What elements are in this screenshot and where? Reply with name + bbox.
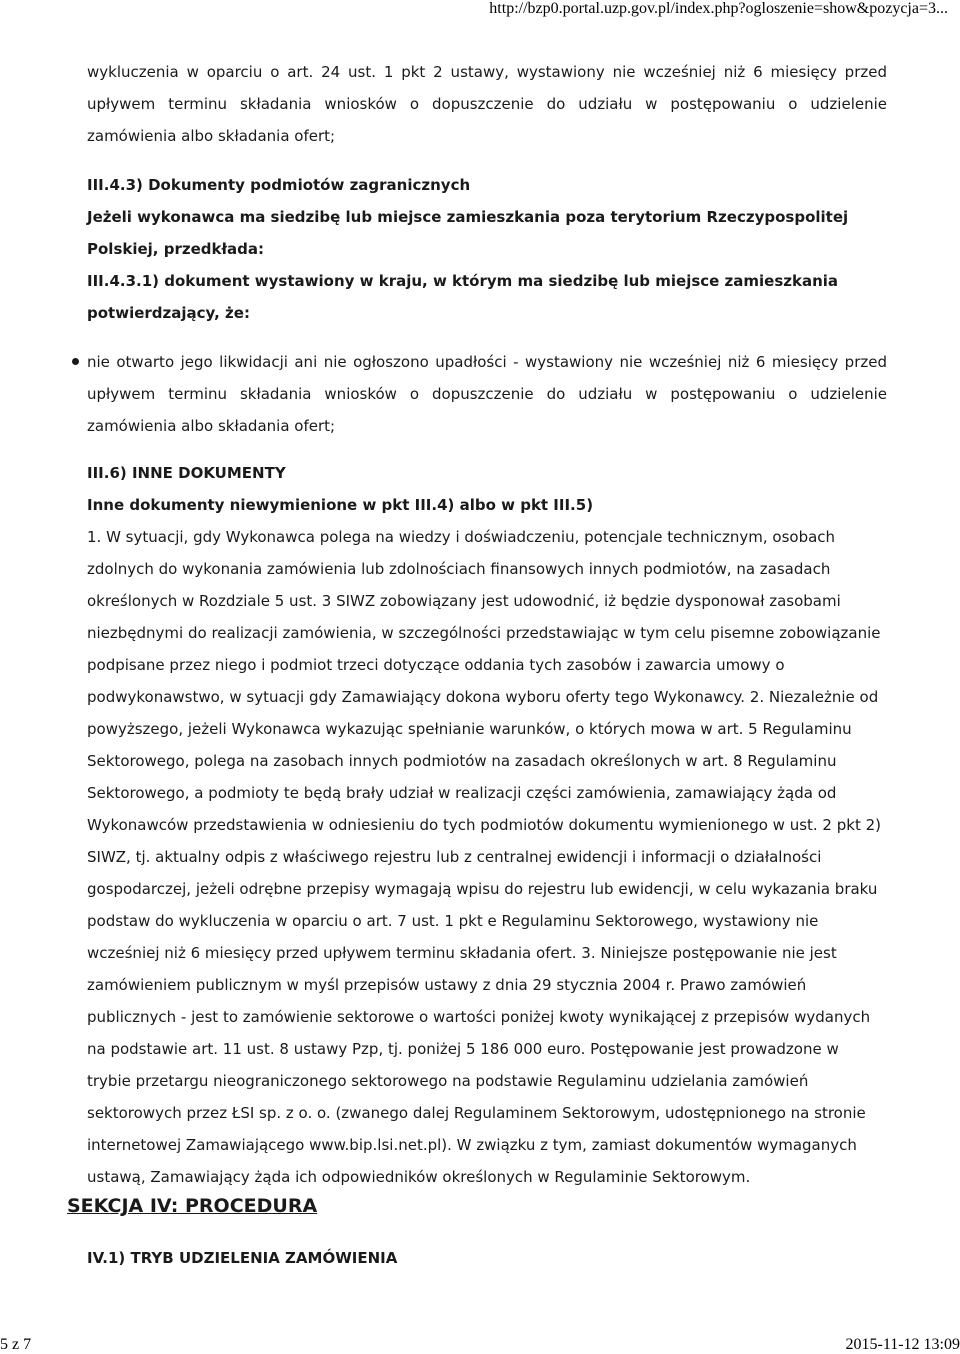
print-datetime: 2015-11-12 13:09 (845, 1336, 960, 1353)
page-url: http://bzp0.portal.uzp.gov.pl/index.php?ogloszenie=show&pozycja=3... (489, 0, 948, 17)
heading-iii-6: III.6) INNE DOKUMENTY (87, 464, 286, 482)
other-documents-subheading: Inne dokumenty niewymienione w pkt III.4) albo w pkt III.5) (87, 496, 594, 514)
other-documents-text: 1. W sytuacji, gdy Wykonawca polega na wiedzy i doświadczeniu, potencjale technicznym, osobach zdolnych do wykonania zamówienia lub zdolnościach finansowych innych podmiotów, na zasadach określonych w Rozdziale 5 ust. 3 SIWZ zobowiązany jest udowodnić, iż będzie dysponował zasobami niezbędnymi do realizacji zamówienia, w szczególności przedstawiając w tym celu pisemne zobowiązanie podpisane przez niego i podmiot trzeci dotyczące oddania tych zasobów i zawarcia umowy o podwykonawstwo, w sytuacji gdy Zamawiający dokona wyboru oferty tego Wykonawcy. 2. Niezależnie od powyższego, jeżeli Wykonawca wykazując spełnianie warunków, o których mowa w art. 5 Regulaminu Sektorowego, polega na zasobach innych podmiotów na zasadach określonych w art. 8 Regulaminu Sektorowego, a podmioty te będą brały udział w realizacji części zamówienia, zamawiający żąda od Wykonawców przedstawienia w odniesieniu do tych podmiotów dokumentu wymienionego w ust. 2 pkt 2) SIWZ, tj. aktualny odpis z właściwego rejestru lub z centralnej ewidencji i informacji o działalności gospodarczej, jeżeli odrębne przepisy wymagają wpisu do rejestru lub ewidencji, w celu wykazania braku podstaw do wykluczenia w oparciu o art. 7 ust. 1 pkt e Regulaminu Sektorowego, wystawiony nie wcześniej niż 6 miesięcy przed upływem terminu składania ofert. 3. Niniejsze postępowanie nie jest zamówieniem publicznym w myśl przepisów ustawy z dnia 29 stycznia 2004 r. Prawo zamówień publicznych - jest to zamówienie sektorowe o wartości poniżej kwoty wynikającej z przepisów wydanych na podstawie art. 11 ust. 8 ustawy Pzp, tj. poniżej 5 186 000 euro. Postępowanie jest prowadzone w trybie przetargu nieograniczonego sektorowego na podstawie Regulaminu udzielania zamówień sektorowych przez ŁSI sp. z o. o. (zwanego dalej Regulaminem Sektorowym, udostępnionego na stronie internetowej Zamawiającego www.bip.lsi.net.pl). W związku z tym, zamiast dokumentów wymaganych ustawą, Zamawiający żąda ich odpowiedników określonych w Regulaminie Sektorowym. (87, 528, 881, 1186)
heading-iv-1: IV.1) TRYB UDZIELENIA ZAMÓWIENIA (87, 1249, 398, 1267)
heading-iii-4-3: III.4.3) Dokumenty podmiotów zagranicznych (87, 176, 471, 194)
list-item-text: nie otwarto jego likwidacji ani nie ogłoszono upadłości - wystawiony nie wcześniej niż 6 miesięcy przed upływem terminu składania wniosków o dopuszczenie do udziału w postępowaniu o udzielenie zamówienia albo składania ofert; (87, 353, 887, 435)
list-item (87, 346, 887, 442)
section-iv-heading: SEKCJA IV: PROCEDURA (67, 1195, 318, 1217)
document-body (87, 56, 887, 1193)
foreign-entities-intro: Jeżeli wykonawca ma siedzibę lub miejsce zamieszkania poza terytorium Rzeczypospolitej Polskiej, przedkłada: (87, 208, 849, 258)
page-number: 5 z 7 (0, 1336, 32, 1353)
paragraph-intro: wykluczenia w oparciu o art. 24 ust. 1 pkt 2 ustawy, wystawiony nie wcześniej niż 6 miesięcy przed upływem terminu składania wniosków o dopuszczenie do udziału w postępowaniu o udzielenie zamówienia albo składania ofert; (87, 63, 887, 145)
bullet-icon (72, 358, 79, 365)
heading-iii-4-3-1: III.4.3.1) dokument wystawiony w kraju, w którym ma siedzibę lub miejsce zamieszkania potwierdzający, że: (87, 272, 839, 322)
